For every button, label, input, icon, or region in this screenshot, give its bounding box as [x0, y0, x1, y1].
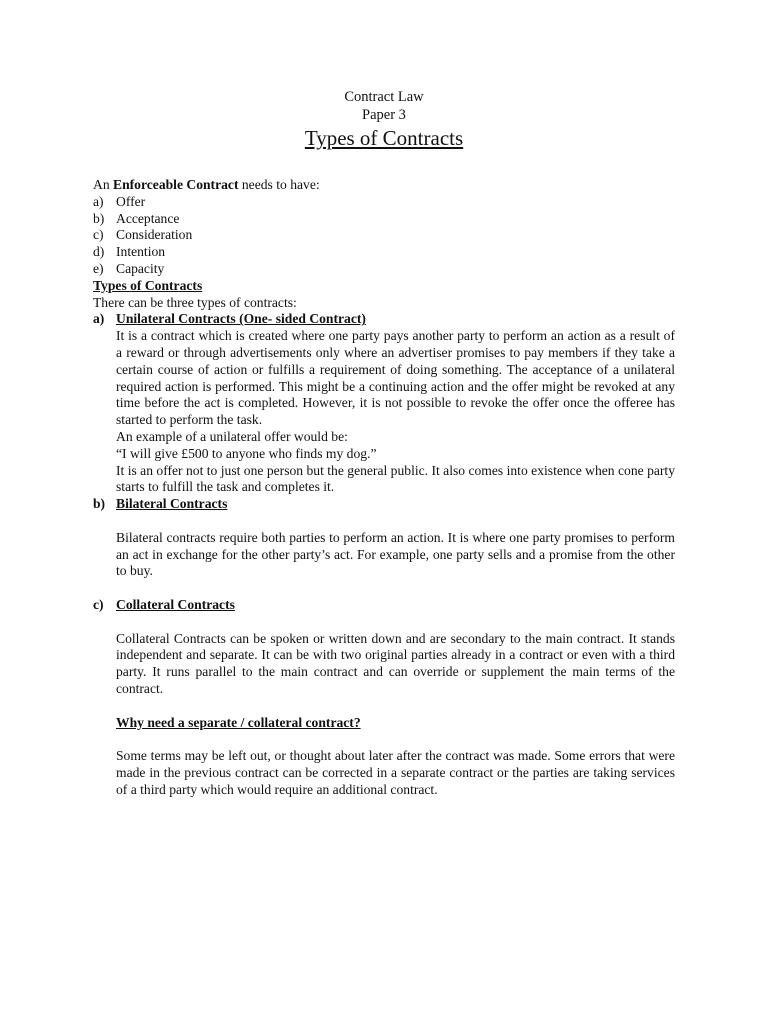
- list-marker: b): [93, 210, 105, 226]
- page-title: Types of Contracts: [304, 126, 464, 150]
- spacer: [93, 580, 675, 597]
- spacer: [93, 614, 675, 631]
- spacer: [93, 513, 675, 530]
- collateral-paragraph: Collateral Contracts can be spoken or written down and are secondary to the main contract. It stands independent and separate. It can be with two original parties already in a contract or even with a third party. It runs parallel to the main contract and can override or supplement the main terms of the contract.: [116, 630, 675, 696]
- collateral-why-paragraph: Some terms may be left out, or thought about later after the contract was made. Some errors that were made in the previous contract can be corrected in a separate contract or the parties are taking services of a third party which would require an additional contract.: [116, 748, 675, 797]
- list-item: [93, 194, 675, 211]
- section-marker: b): [93, 496, 106, 512]
- intro-line: [93, 177, 675, 194]
- types-intro: There can be three types of contracts:: [93, 294, 297, 310]
- unilateral-example-quote: “I will give £500 to anyone who finds my dog.”: [116, 445, 377, 461]
- list-item: [93, 261, 675, 278]
- bilateral-paragraph: Bilateral contracts require both parties to perform an action. It is where one party promises to perform an act in exchange for the other party’s act. For example, one party sells and a promise from the other to buy.: [116, 529, 675, 579]
- course-name: Contract Law: [344, 89, 424, 105]
- section-marker: a): [93, 311, 105, 327]
- intro-suffix: needs to have:: [238, 177, 320, 192]
- list-item-text: Consideration: [116, 227, 193, 243]
- unilateral-paragraph: It is a contract which is created where one party pays another party to perform an action as a result of a reward or through advertisements only where an advertiser promises to pay members if they take a certain course of action or fulfills a requirement of doing something. The acceptance of a unilateral required action is performed. This might be a continuing action and the offer might be revoked at any time before the act is completed. However, it is not possible to revoke the offer once the offeree has started to perform the task.: [116, 328, 675, 428]
- list-item: [93, 244, 675, 261]
- paper-number: Paper 3: [362, 107, 406, 123]
- spacer: [93, 731, 675, 748]
- section-marker: c): [93, 596, 104, 612]
- list-item-text: Intention: [116, 244, 166, 260]
- list-item: [93, 211, 675, 228]
- list-marker: e): [93, 260, 104, 276]
- unilateral-paragraph-2: It is an offer not to just one person but the general public. It also comes into existence when cone party starts to fulfill the task and completes it.: [116, 462, 675, 495]
- section-heading-text: Collateral Contracts: [116, 596, 235, 612]
- intro-prefix: An: [93, 177, 114, 192]
- spacer: [93, 698, 675, 715]
- section-heading-text: Unilateral Contracts (One- sided Contract): [116, 311, 366, 327]
- list-item-text: Capacity: [116, 260, 165, 276]
- list-marker: a): [93, 193, 104, 209]
- bilateral-heading: [93, 496, 675, 513]
- collateral-why-heading: [93, 715, 675, 732]
- unilateral-example-intro: An example of a unilateral offer would be:: [116, 428, 348, 444]
- list-item-text: Acceptance: [116, 210, 180, 226]
- list-marker: c): [93, 227, 104, 243]
- requirements-list: [93, 194, 675, 278]
- list-item: [93, 227, 675, 244]
- document-body: [93, 177, 675, 798]
- types-heading: Types of Contracts: [93, 277, 203, 293]
- why-heading-text: Why need a separate / collateral contract?: [116, 714, 361, 730]
- section-heading-text: Bilateral Contracts: [116, 496, 228, 512]
- collateral-heading: [93, 597, 675, 614]
- list-item-text: Offer: [116, 193, 146, 209]
- document-header: [0, 88, 768, 151]
- intro-bold-term: Enforceable Contract: [113, 177, 239, 192]
- list-marker: d): [93, 244, 105, 260]
- unilateral-heading: [93, 311, 675, 328]
